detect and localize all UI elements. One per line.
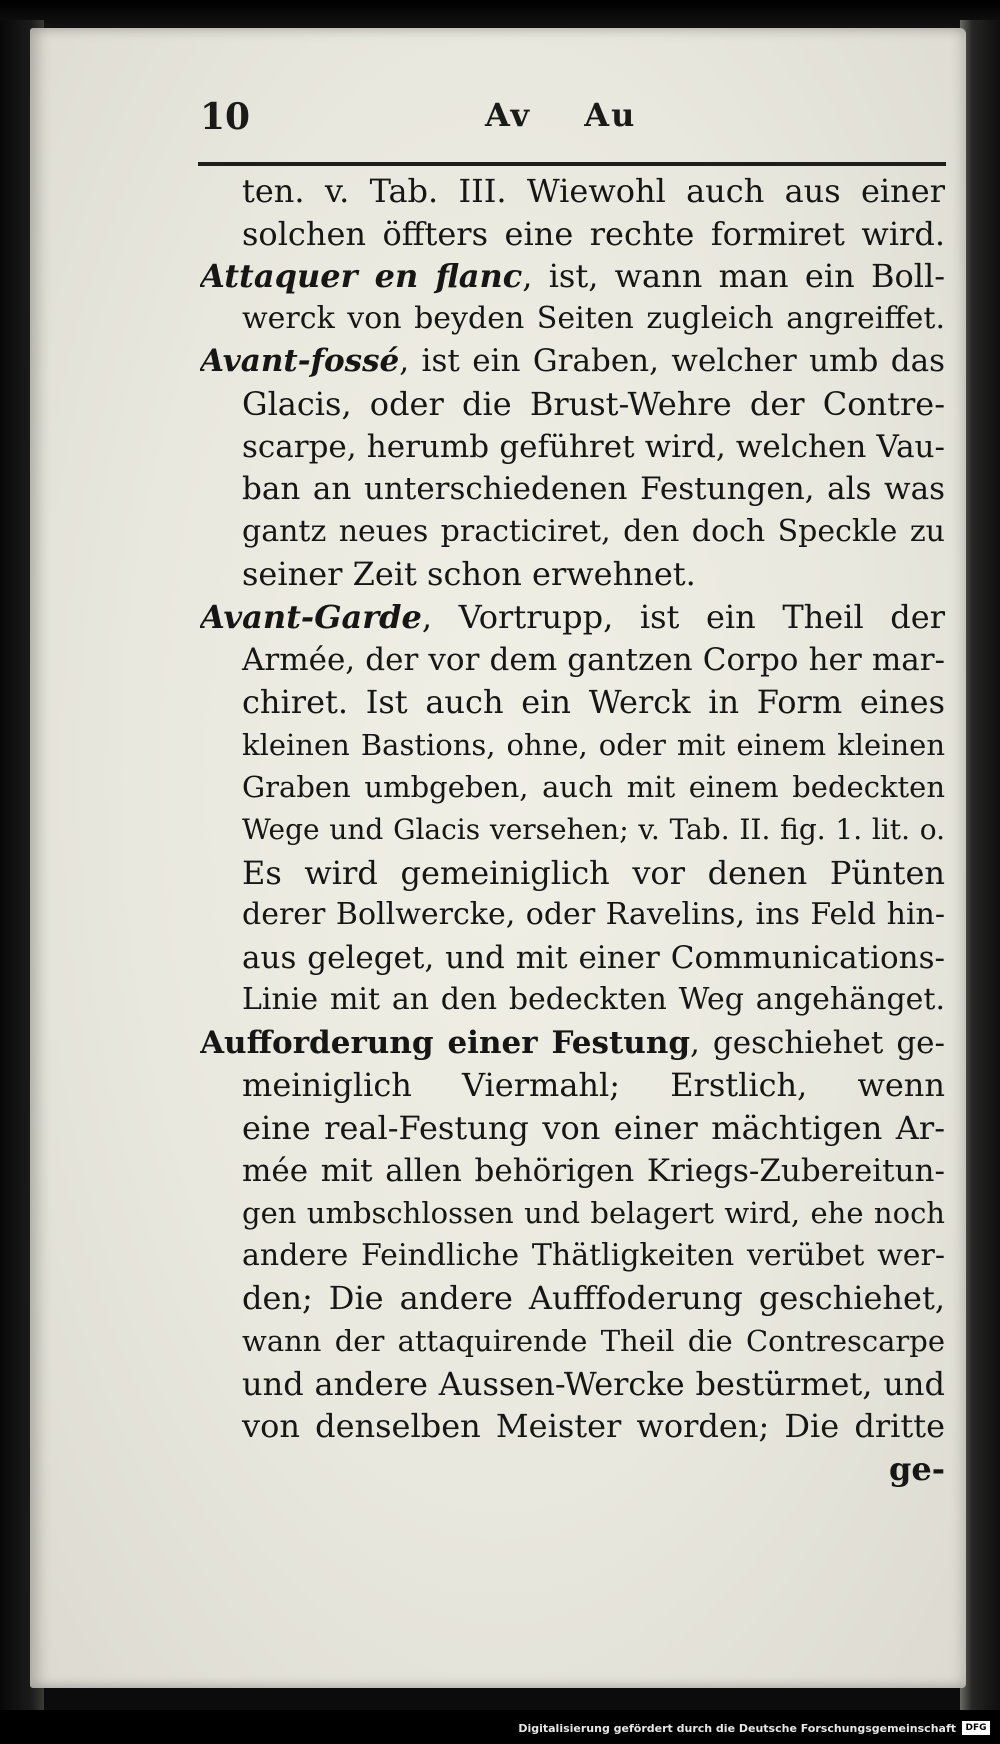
text-line: den; Die andere Aufffoderung geschiehet, — [242, 1279, 945, 1318]
text-line: derer Bollwercke, oder Ravelins, ins Feld hin- — [242, 897, 945, 933]
entry-text: , Vortrupp, ist ein Theil der — [421, 597, 945, 636]
book-fore-edge — [960, 20, 1000, 1710]
text-line — [200, 596, 945, 639]
entry-headword: Avant-fossé — [200, 343, 400, 380]
text-line: Wege und Glacis versehen; v. Tab. II. fig. 1. lit. o. — [242, 812, 945, 846]
text-line: gantz neues practiciret, den doch Speckle zu — [242, 513, 945, 549]
entry-headword: Attaquer en flanc — [200, 257, 523, 296]
entry-text: , geschiehet ge- — [690, 1024, 945, 1061]
text-line: scarpe, herumb geführet wird, welchen Vau- — [242, 428, 945, 465]
text-line: aus geleget, und mit einer Communications- — [242, 939, 945, 976]
entry-headword: Avant-Garde — [200, 597, 422, 636]
text-line: gen umbschlossen und belagert wird, ehe noch — [242, 1196, 945, 1231]
entry-headword: Aufforderung einer Festung — [200, 1024, 691, 1061]
page-number: 10 — [200, 96, 251, 138]
entry-text: , ist, wann man ein Boll- — [522, 257, 945, 296]
text-line — [200, 255, 945, 298]
text-line: solchen öffters eine rechte formiret wird. — [242, 214, 945, 253]
text-line: eine real-Festung von einer mächtigen Ar- — [242, 1109, 945, 1148]
running-head: Av Au — [485, 96, 637, 134]
text-line: Linie mit an den bedeckten Weg angehänget. — [242, 982, 945, 1018]
text-line: und andere Aussen-Wercke bestürmet, und — [242, 1364, 945, 1403]
text-line: werck von beyden Seiten zugleich angreiffet. — [242, 300, 945, 336]
text-line: Armée, der vor dem gantzen Corpo her mar- — [242, 641, 945, 678]
text-line — [200, 340, 945, 383]
text-line: Es wird gemeiniglich vor denen Pünten — [242, 853, 945, 892]
text-line: chiret. Ist auch ein Werck in Form eines — [242, 683, 945, 722]
text-line: mée mit allen behörigen Kriegs-Zubereitun- — [242, 1152, 945, 1189]
text-line: wann der attaquirende Theil die Contrescarpe — [242, 1324, 945, 1359]
text-line: Graben umbgeben, auch mit einem bedeckten — [242, 770, 945, 805]
text-line: seiner Zeit schon erwehnet. — [242, 555, 696, 594]
text-line — [200, 1022, 945, 1065]
text-line: von denselben Meister worden; Die dritte — [242, 1407, 945, 1446]
text-line: kleinen Bastions, ohne, oder mit einem kleinen — [242, 727, 945, 762]
page-body-text — [200, 170, 945, 1490]
entry-text: , ist ein Graben, welcher umb das — [399, 343, 945, 380]
catchword: ge- — [888, 1449, 945, 1488]
header-rule — [198, 162, 946, 166]
dfg-logo: DFG — [962, 1721, 990, 1735]
digitization-credit: Digitalisierung gefördert durch die Deutsche Forschungsgemeinschaft — [518, 1722, 956, 1735]
text-line: ten. v. Tab. III. Wiewohl auch aus einer — [242, 172, 945, 210]
text-line: meiniglich Viermahl; Erstlich, wenn — [242, 1066, 945, 1105]
text-line: Glacis, oder die Brust-Wehre der Contre- — [242, 384, 945, 423]
text-line: andere Feindliche Thätligkeiten verübet wer- — [242, 1237, 945, 1273]
page-header — [200, 96, 950, 146]
text-line: ban an unterschiedenen Festungen, als was — [242, 471, 945, 508]
